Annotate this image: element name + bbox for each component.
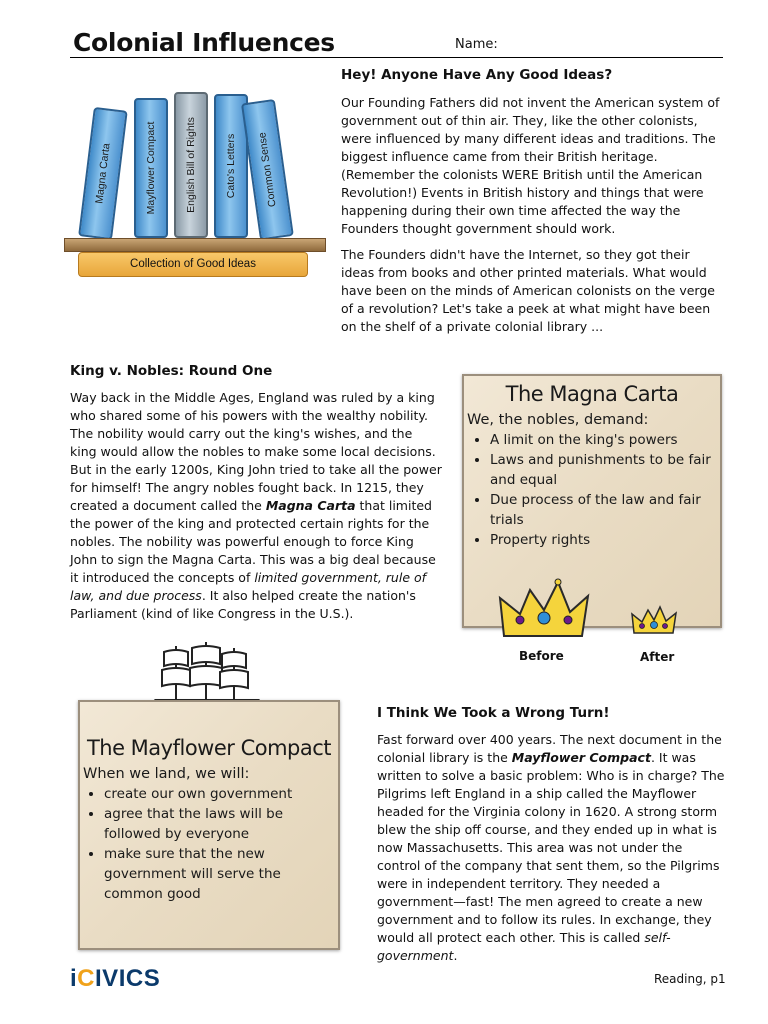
section-body-king-nobles: Way back in the Middle Ages, England was ruled by a king who shared some of his powers with the wealthy nobility. The nobility would carry out the king's wishes, and the king would allow the nobles to make some local decisions. But in the early 1200s, King John tried to take all the power for himself! The angry nobles fought back. In 1215, they created a document called the Magna Carta that limited the power of the king and protected certain rights for the nobles. The nobility was powerful enough to force King John to sign the Magna Carta. This was a big deal because it introduced the concepts of limited government, rule of law, and due process. It also helped create the nation's Parliament (kind of like Congress in the U.S.). [70,390,442,621]
small-crown-icon [630,604,678,636]
term-mayflower-compact: Mayflower Compact [511,750,651,765]
header-rule [70,57,723,58]
list-item: • Laws and punishments to be fair and equal [490,450,720,490]
list-item: • make sure that the new government will serve the common good [104,844,338,904]
book-catos-letters: Cato's Letters [214,94,248,238]
mayflower-compact-card [78,700,340,950]
card-title: The Magna Carta [505,382,679,406]
list-item: • agree that the laws will be followed by everyone [104,804,338,844]
term-self-government: self-government [377,930,671,963]
page-number: Reading, p1 [654,972,726,986]
bookshelf-illustration [64,88,326,284]
card-subtitle: We, the nobles, demand: [467,412,649,428]
list-item: • Property rights [490,530,720,550]
term-magna-carta: Magna Carta [265,498,356,513]
list-item: • Due process of the law and fair trials [490,490,720,530]
paragraph: Our Founding Fathers did not invent the American system of government out of thin air. They, like the other colonists, were influenced by many different ideas and traditions. The biggest influence came from their British heritage. (Remember the colonists WERE British until the American Revolution!) Events in British history and things that were happening during their own time affected the way the Founders thought government should work. [341,95,720,236]
name-label: Name: [455,37,498,52]
before-caption: Before [519,649,564,663]
section-heading-king-nobles: King v. Nobles: Round One [70,363,273,379]
large-crown-icon [498,576,590,642]
section-heading-good-ideas: Hey! Anyone Have Any Good Ideas? [341,67,613,83]
section-body-good-ideas [341,94,723,344]
paragraph: The Founders didn't have the Internet, so they got their ideas from books and other printed materials. What would have been on the minds of American colonists on the verge of a revolution? Let's take a peek at what might have been on the shelf of a private colonial library ... [341,247,715,334]
card-subtitle: When we land, we will: [83,766,250,782]
list-item: • create our own government [104,784,338,804]
book-mayflower-compact: Mayflower Compact [134,98,168,238]
after-caption: After [640,650,675,664]
book-magna-carta: Magna Carta [78,107,128,240]
card-list [464,430,720,550]
book-english-bill-of-rights: English Bill of Rights [174,92,208,238]
card-title: The Mayflower Compact [86,736,332,760]
icivics-logo: iCIVICS [70,965,161,992]
shelf-board [64,238,326,252]
card-list [80,784,338,904]
shelf-plaque: Collection of Good Ideas [78,252,308,277]
page-title: Colonial Influences [73,28,335,57]
list-item: • A limit on the king's powers [490,430,720,450]
section-heading-wrong-turn: I Think We Took a Wrong Turn! [377,705,610,721]
term-concepts: limited government, rule of law, and due process [70,570,427,603]
book-common-sense: Common Sense [241,99,294,240]
section-body-wrong-turn: Fast forward over 400 years. The next document in the colonial library is the Mayflower Compact. It was written to solve a basic problem: Who is in charge? The Pilgrims left England in a ship called the Mayflower headed for the Virginia colony in 1620. A strong storm blew the ship off course, and they ended up in what is now Massachusetts. This area was not under the control of the company that sent them, so the Pilgrims were in independent territory. They needed a government—fast! The men agreed to create a new government and to follow its rules. In exchange, they would all protect each other. This is called self-government. [377,732,725,963]
magna-carta-card [462,374,722,628]
